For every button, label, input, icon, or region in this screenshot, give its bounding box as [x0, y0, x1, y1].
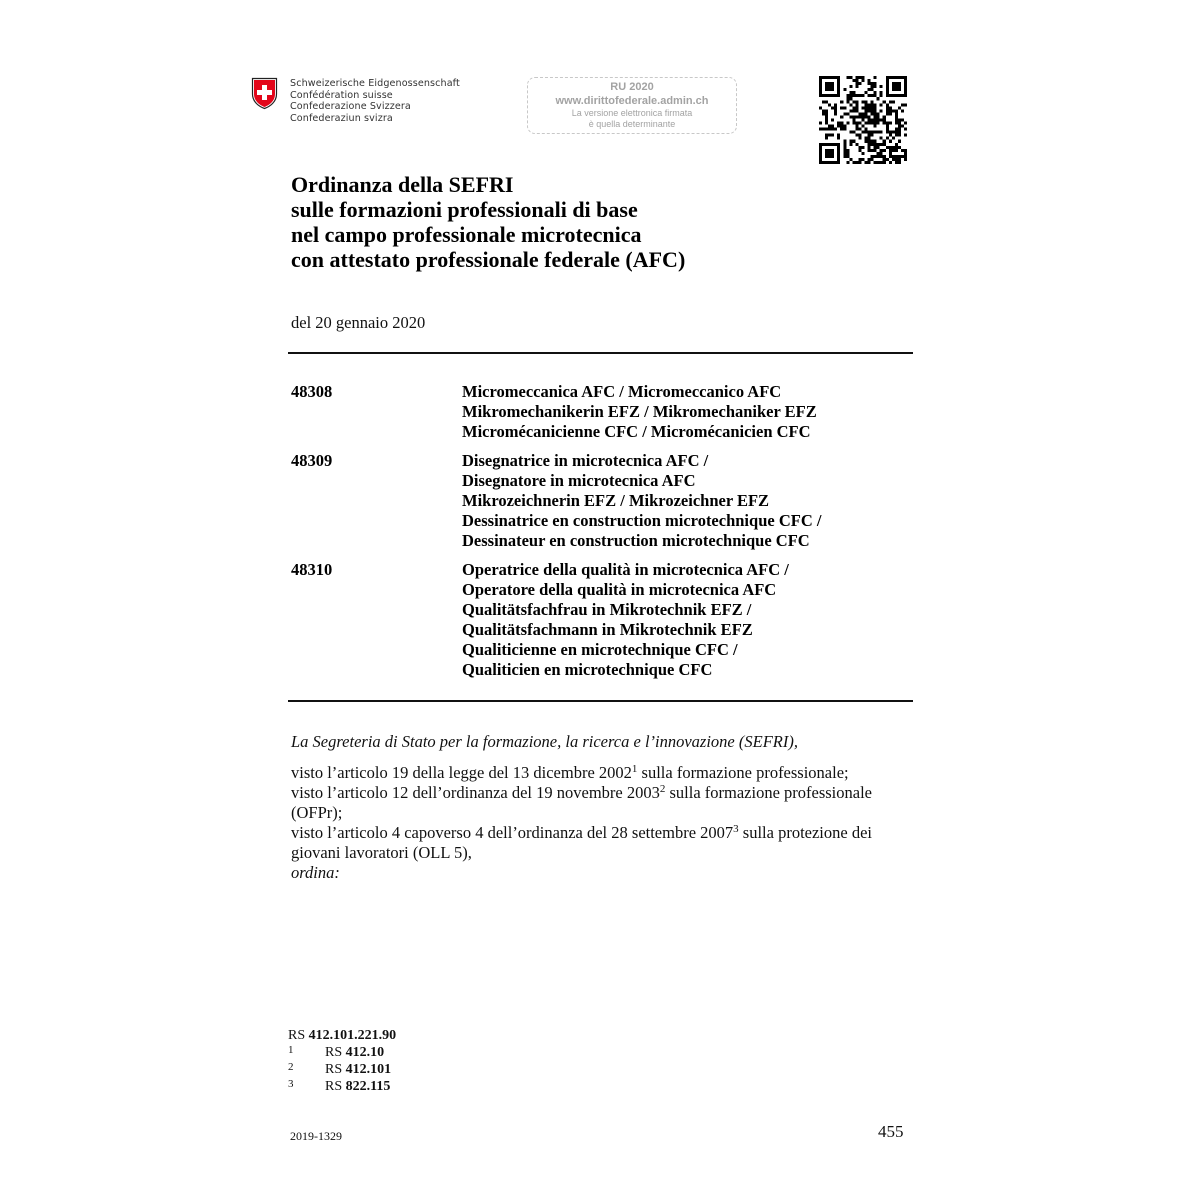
rs-number: 412.101.221.90: [308, 1028, 397, 1043]
confederation-name-de: Schweizerische Eidgenossenschaft: [290, 78, 460, 89]
swiss-coat-of-arms-icon: [251, 77, 278, 110]
confederation-name-rm: Confederaziun svizra: [290, 112, 393, 124]
document-date: del 20 gennaio 2020: [291, 313, 426, 332]
occupation-title: Disegnatore in microtecnica AFC: [462, 471, 696, 490]
occupation-code: 48309: [291, 451, 333, 470]
stamp-collection: RU 2020: [610, 81, 654, 93]
divider-bottom: [288, 700, 913, 702]
occupation-title: Disegnatrice in microtecnica AFC /: [462, 451, 709, 470]
footnotes: [288, 1027, 396, 1095]
occupation-title: Qualitätsfachmann in Mikrotechnik EFZ: [462, 620, 753, 639]
footnote: [288, 1078, 396, 1095]
footnote-number: 3: [288, 1078, 294, 1090]
document-title: [291, 172, 685, 272]
footnote-reference: 412.10: [345, 1045, 385, 1060]
stamp-note-2: è quella determinante: [588, 119, 676, 129]
legal-basis-text: sulla formazione professionale (OFPr);: [291, 783, 872, 822]
title-line: sulle formazioni professionali di base: [291, 197, 638, 222]
occupation-titles: [462, 451, 821, 551]
occupation-row: [291, 451, 911, 551]
enacting-formula: ordina:: [291, 863, 340, 882]
footnote: [288, 1061, 396, 1078]
title-line: nel campo professionale microtecnica: [291, 222, 642, 247]
occupation-title: Dessinatrice en construction microtechnique CFC /: [462, 511, 822, 530]
occupation-title: Qualiticien en microtechnique CFC: [462, 660, 713, 679]
legal-basis-text: visto l’articolo 19 della legge del 13 dicembre 2002: [291, 763, 632, 782]
confederation-name-it: Confederazione Svizzera: [290, 101, 411, 112]
occupation-code: 48310: [291, 560, 333, 579]
footnote-reference: 822.115: [345, 1079, 391, 1094]
divider-top: [288, 352, 913, 354]
title-line: con attestato professionale federale (AFC): [291, 247, 686, 272]
footnote-number: 2: [288, 1061, 294, 1073]
occupation-row: [291, 382, 911, 442]
confederation-name-fr: Confédération suisse: [290, 89, 393, 101]
document-id: 2019-1329: [290, 1129, 342, 1143]
occupation-title: Mikrozeichnerin EFZ / Mikrozeichner EFZ: [462, 491, 770, 510]
footnote-number: 1: [288, 1044, 294, 1056]
occupation-titles: [462, 382, 817, 442]
rs-prefix: RS: [325, 1079, 343, 1094]
occupation-title: Micromeccanica AFC / Micromeccanico AFC: [462, 382, 782, 401]
occupation-title: Qualitätsfachfrau in Mikrotechnik EFZ /: [462, 600, 752, 619]
footnote-reference: 412.101: [345, 1062, 392, 1077]
qr-code-icon: [819, 76, 907, 164]
occupations-table: [291, 382, 911, 689]
rs-prefix: RS: [288, 1028, 306, 1043]
confederation-names: [290, 78, 460, 124]
rs-prefix: RS: [325, 1045, 343, 1060]
title-line: Ordinanza della SEFRI: [291, 172, 514, 197]
legal-basis-text: visto l’articolo 12 dell’ordinanza del 19 novembre 2003: [291, 783, 660, 802]
stamp-note-1: La versione elettronica firmata: [571, 108, 693, 118]
legal-basis-text: visto l’articolo 4 capoverso 4 dell’ordinanza del 28 settembre 2007: [291, 823, 734, 842]
legal-basis-text: sulla formazione professionale;: [637, 763, 849, 782]
legal-basis-text: sulla protezione dei giovani lavoratori (OLL 5),: [291, 823, 873, 862]
preamble: [291, 732, 916, 883]
occupation-row: [291, 560, 911, 680]
stamp-url: www.dirittofederale.admin.ch: [555, 95, 709, 107]
main-rs-number: [288, 1027, 396, 1044]
occupation-code: 48308: [291, 382, 333, 401]
occupation-titles: [462, 560, 789, 680]
footnote-ref-link[interactable]: 1: [631, 763, 638, 775]
issuing-authority: La Segreteria di Stato per la formazione, la ricerca e l’innovazione (SEFRI),: [291, 732, 798, 751]
page-number: 455: [878, 1122, 904, 1141]
footnote-ref-link[interactable]: 2: [659, 783, 666, 795]
occupation-title: Mikromechanikerin EFZ / Mikromechaniker EFZ: [462, 402, 817, 421]
occupation-title: Micromécanicienne CFC / Micromécanicien CFC: [462, 422, 811, 441]
occupation-title: Dessinateur en construction microtechnique CFC: [462, 531, 810, 550]
footnote-ref-link[interactable]: 3: [733, 823, 739, 835]
legal-basis-2: [291, 783, 916, 823]
occupation-title: Qualiticienne en microtechnique CFC /: [462, 640, 738, 659]
publication-stamp: [527, 77, 737, 134]
occupation-title: Operatrice della qualità in microtecnica AFC /: [462, 560, 789, 579]
occupation-title: Operatore della qualità in microtecnica AFC: [462, 580, 777, 599]
footnote: [288, 1044, 396, 1061]
legal-basis-3: [291, 823, 916, 863]
legal-basis-1: [291, 763, 916, 783]
rs-prefix: RS: [325, 1062, 343, 1077]
